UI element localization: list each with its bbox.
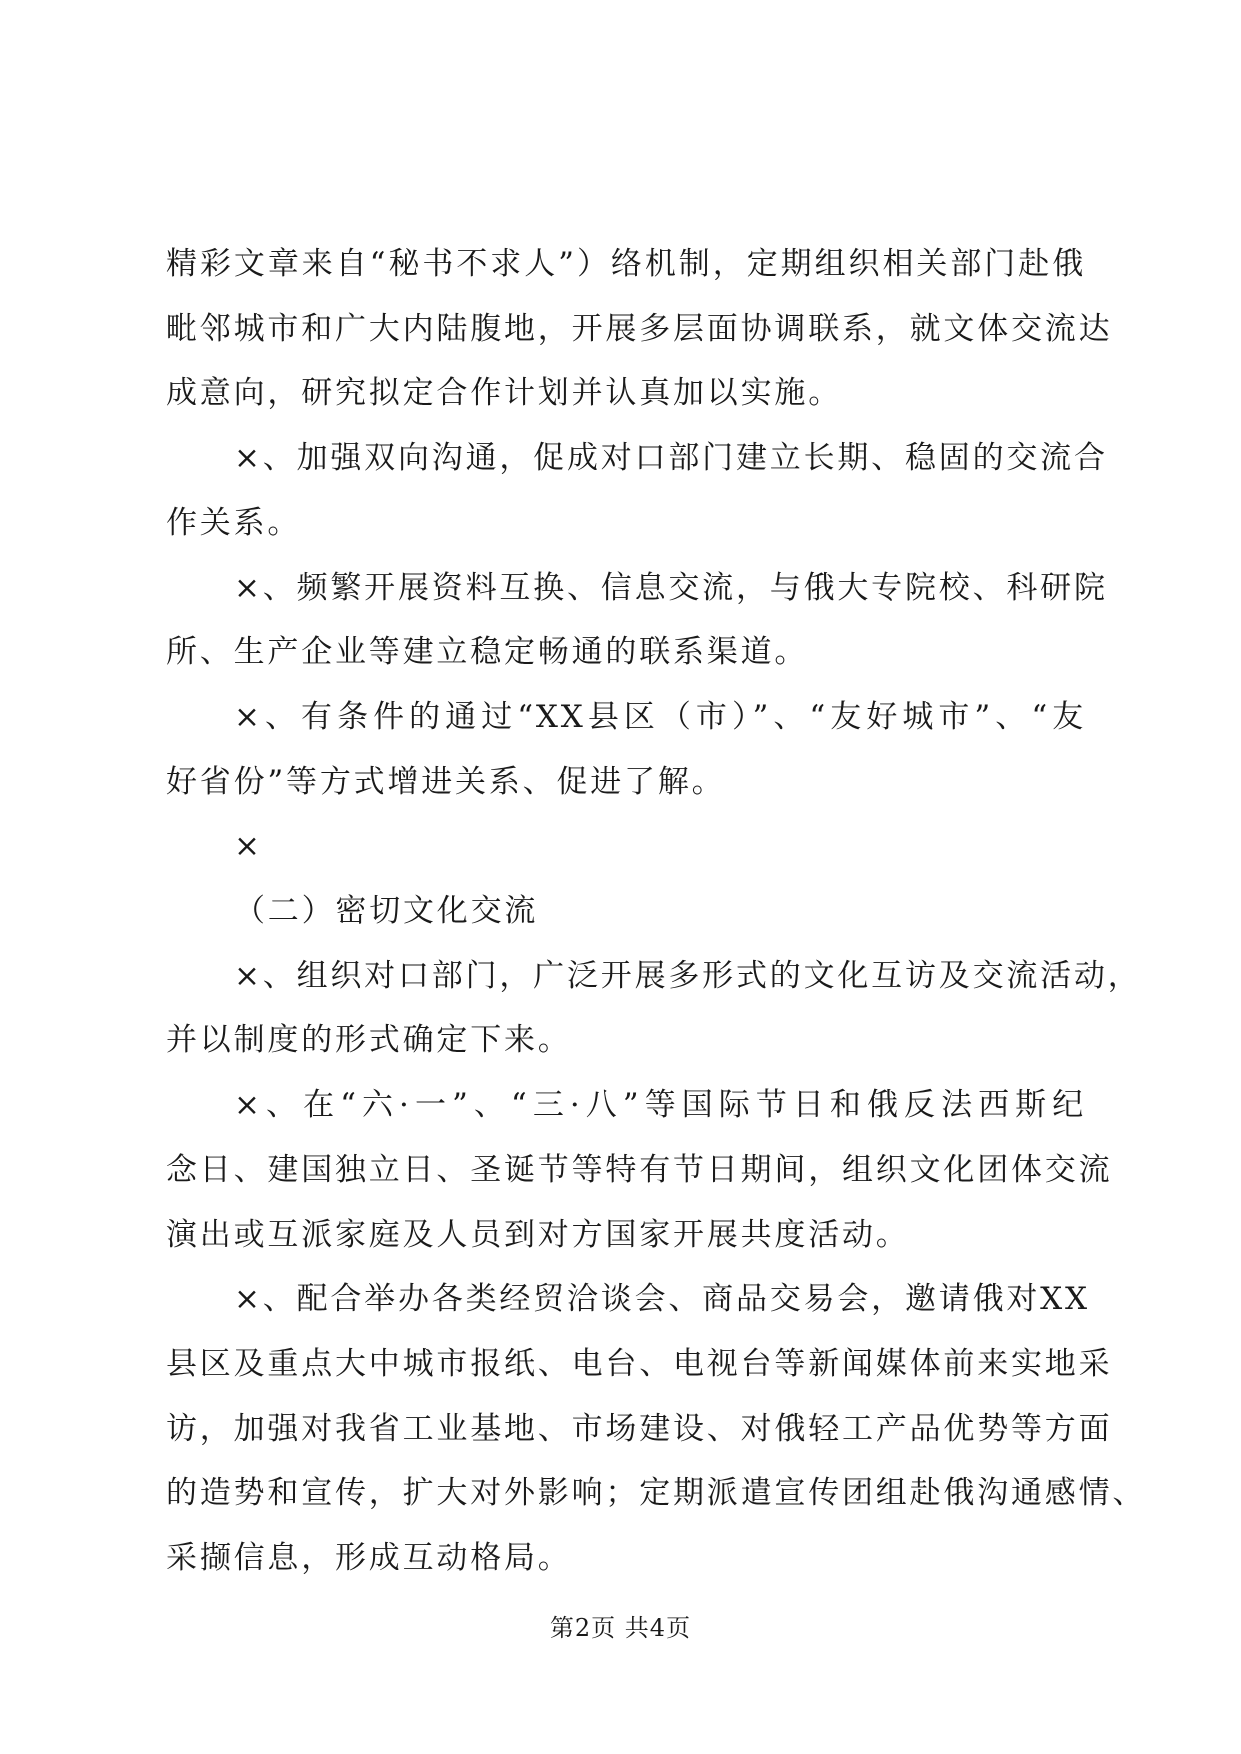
text-line: 并以制度的形式确定下来。: [166, 1022, 572, 1059]
text-line: 毗邻城市和广大内陆腹地，开展多层面协调联系，就文体交流达: [166, 310, 1113, 347]
text-line: ×、组织对口部门，广泛开展多形式的文化互访及交流活动，: [234, 957, 1142, 994]
paragraph-2: [166, 426, 1108, 555]
text-line: 演出或互派家庭及人员到对方国家开展共度活动。: [166, 1216, 910, 1253]
paragraph-5: [166, 814, 1086, 879]
text-line: ×、频繁开展资料互换、信息交流，与俄大专院校、科研院: [234, 569, 1108, 606]
paragraph-8: [166, 1073, 1113, 1267]
text-line: 访，加强对我省工业基地、市场建设、对俄轻工产品优势等方面: [166, 1410, 1113, 1447]
page-number: 第2页 共4页: [549, 1614, 692, 1642]
text-line: 好省份”等方式增进关系、促进了解。: [166, 763, 726, 800]
text-line: ×、配合举办各类经贸洽谈会、商品交易会，邀请俄对XX: [234, 1281, 1090, 1318]
text-line: ×、在“六·一”、“三·八”等国际节日和俄反法西斯纪: [234, 1087, 1086, 1124]
text-line: ×、有条件的通过“XX县区（市）”、“友好城市”、“友: [234, 698, 1086, 735]
text-line: 成意向，研究拟定合作计划并认真加以实施。: [166, 375, 842, 412]
section-heading: [166, 879, 1086, 944]
text-line: 精彩文章来自“秘书不求人”）络机制，定期组织相关部门赴俄: [166, 246, 1086, 282]
paragraph-9: [166, 1267, 1147, 1591]
text-line: ×: [234, 828, 263, 865]
text-line: 所、生产企业等建立稳定畅通的联系渠道。: [166, 634, 809, 671]
text-line: 作关系。: [166, 504, 302, 541]
text-line: ×、加强双向沟通，促成对口部门建立长期、稳固的交流合: [234, 440, 1108, 477]
body-text: [166, 232, 1147, 1591]
text-line: 采撷信息，形成互动格局。: [166, 1540, 572, 1577]
paragraph-3: [166, 556, 1108, 685]
paragraph-4: [166, 685, 1086, 814]
text-line: 的造势和宣传，扩大对外影响；定期派遣宣传团组赴俄沟通感情、: [166, 1475, 1147, 1512]
section-heading-text: （二）密切文化交流: [234, 893, 539, 930]
text-line: 念日、建国独立日、圣诞节等特有节日期间，组织文化团体交流: [166, 1151, 1113, 1188]
paragraph-1: [166, 232, 1113, 426]
paragraph-7: [166, 944, 1142, 1073]
text-line: 县区及重点大中城市报纸、电台、电视台等新闻媒体前来实地采: [166, 1345, 1113, 1382]
page-footer: [0, 1608, 1241, 1643]
